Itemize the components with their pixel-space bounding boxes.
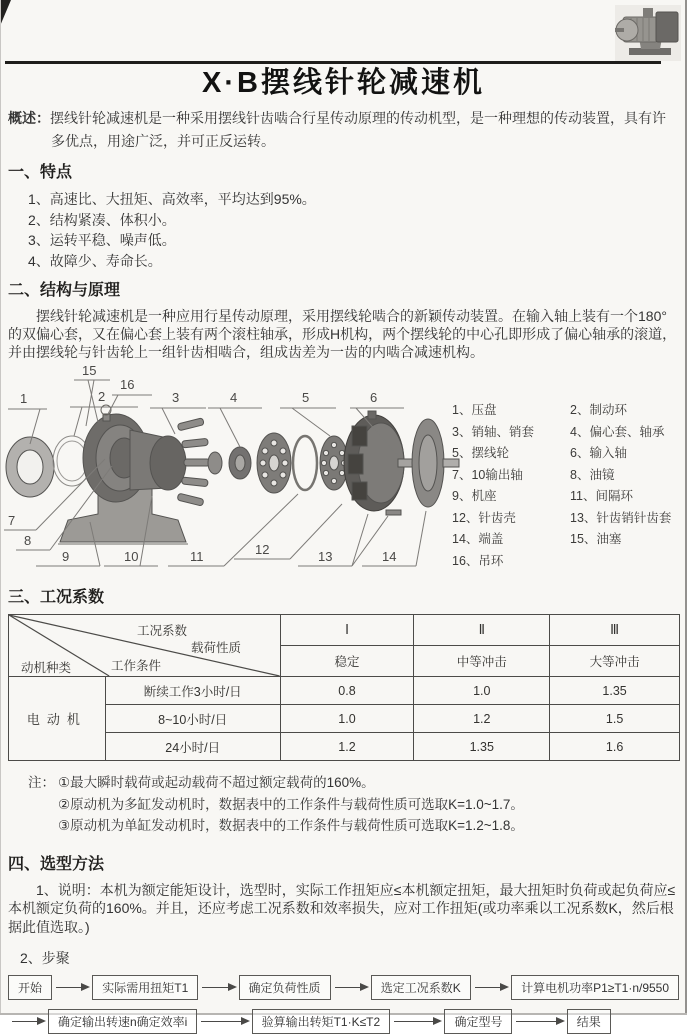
diagram-callout: 12 — [255, 542, 270, 557]
flow-box-output-speed: 确定输出转速n确定效率i — [48, 1009, 197, 1034]
parts-item: 11、间隔环 — [570, 489, 633, 503]
diagram-callout: 8 — [24, 533, 32, 548]
col-subheader: 稳定 — [280, 646, 414, 677]
row-group-motor: 电动机 — [9, 677, 106, 761]
diagram-callout: 14 — [382, 549, 397, 564]
parts-item: 6、输入轴 — [570, 446, 627, 460]
structure-paragraph: 摆线针轮减速机是一种应用行星传动原理，采用摆线轮啮合的新颖传动装置。在输入轴上装有一个180°的双偏心套，又在偏心套上装有两个滚柱轴承，形成H机构，两个摆线轮的中心孔即形成了偏心轴承的滚道，并由摆线轮与针齿轮上一组针齿相啮合，组成齿差为一齿的内啮合减速机构。 — [8, 308, 677, 360]
corner-label-work: 工作条件 — [111, 659, 162, 673]
selection-paragraph: 1、说明：本机为额定能矩设计，选型时，实际工作扭矩应≤本机额定扭矩，最大扭矩时负荷或起负荷应≤本机额定负荷的160%。并且，还应考虑工况系数和效率损失，应对工作扭矩(或功率乘以工况系数K，然后根据此值选取。) — [8, 881, 676, 935]
parts-item: 2、制动环 — [570, 403, 627, 417]
condition-cell: 断续工作3小时/日 — [105, 677, 280, 705]
flowchart-row-1 — [8, 975, 679, 1000]
notes-label: 注： — [28, 775, 55, 790]
diagram-callout: 7 — [8, 513, 16, 528]
parts-item: 16、吊环 — [452, 553, 504, 568]
flow-arrow-icon — [201, 1021, 247, 1022]
flow-box-torque: 实际需用扭矩T1 — [92, 975, 198, 1000]
diagram-callout: 5 — [302, 390, 310, 405]
parts-item: 12、针齿壳 — [452, 510, 516, 525]
parts-list — [452, 400, 692, 572]
feature-item: 4、故障少、寿命长。 — [28, 252, 162, 269]
value-cell: 1.0 — [280, 705, 414, 733]
col-header: Ⅲ — [550, 615, 680, 646]
table-row — [9, 677, 680, 705]
flow-box-model: 确定型号 — [444, 1009, 512, 1034]
flow-box-check-torque: 验算输出转矩T1·K≤T2 — [252, 1009, 391, 1034]
flow-arrow-icon — [516, 1021, 562, 1022]
value-cell: 1.35 — [550, 677, 680, 705]
flow-box-motor-power: 计算电机功率P1≥T1·n/9550 — [511, 975, 679, 1000]
overview-text: 摆线针轮减速机是一种采用摆线针齿啮合行星传动原理的传动机型，是一种理想的传动装置，具有许多优点，用途广泛，并可正反运转。 — [50, 110, 666, 149]
col-header: Ⅱ — [414, 615, 550, 646]
diagram-callout: 6 — [370, 390, 378, 405]
note-line: ②原动机为多缸发动机时，数据表中的工作条件与载荷性质可选取K=1.0~1.7。 — [58, 796, 524, 812]
parts-item — [570, 551, 692, 573]
section-heading-selection: 四、选型方法 — [8, 855, 105, 873]
feature-item: 1、高速比、大扭矩、高效率，平均达到95%。 — [28, 191, 316, 207]
header-rule — [5, 61, 661, 64]
parts-item: 4、偏心套、轴承 — [570, 424, 665, 439]
overview-paragraph — [8, 107, 679, 153]
note-line: ①最大瞬时载荷或起动载荷不超过额定载荷的160%。 — [58, 775, 375, 790]
diagram-callout: 13 — [318, 549, 333, 564]
diagram-callout: 15 — [82, 363, 97, 378]
steps-label: 2、步聚 — [20, 950, 70, 966]
flow-arrow-icon — [12, 1021, 44, 1022]
value-cell: 1.6 — [550, 733, 680, 761]
parts-item: 13、针齿销针齿套 — [570, 510, 672, 525]
table-corner-cell — [9, 615, 281, 677]
flow-arrow-icon — [335, 987, 367, 988]
section-heading-coefficients: 三、工况系数 — [8, 589, 105, 606]
parts-item: 15、油塞 — [570, 532, 622, 546]
note-line: ③原动机为单缸发动机时，数据表中的工作条件与载荷性质可选取K=1.2~1.8。 — [58, 818, 524, 833]
scan-corner-mark — [0, 0, 11, 26]
parts-item: 8、油镜 — [570, 467, 615, 482]
value-cell: 1.2 — [280, 733, 414, 761]
col-header: Ⅰ — [280, 615, 414, 646]
parts-item: 9、机座 — [452, 489, 497, 503]
page-title: X·B摆线针轮减速机 — [202, 67, 485, 99]
overview-label: 概述： — [8, 110, 50, 126]
feature-list — [28, 189, 679, 271]
table-notes — [28, 772, 679, 837]
diagram-callout: 10 — [124, 549, 139, 564]
condition-cell: 8~10小时/日 — [105, 705, 280, 733]
diagram-callout: 11 — [190, 549, 204, 564]
notes-body — [58, 772, 524, 837]
value-cell: 1.5 — [550, 705, 680, 733]
section-heading-structure: 二、结构与原理 — [8, 282, 121, 299]
diagram-callout: 2 — [98, 389, 106, 404]
diagram-callout: 9 — [62, 549, 70, 564]
corner-label-machine: 动机种类 — [21, 661, 72, 675]
exploded-view-diagram — [0, 364, 687, 578]
flow-arrow-icon — [202, 987, 234, 988]
diagram-callout: 4 — [230, 390, 238, 405]
diagram-callout: 1 — [20, 391, 28, 406]
flow-box-coefficient-k: 选定工况系数K — [371, 975, 471, 1000]
parts-item: 5、摆线轮 — [452, 446, 509, 460]
diagram-callout: 16 — [120, 377, 135, 392]
parts-item: 1、压盘 — [452, 403, 497, 417]
corner-label-coefficient: 工况系数 — [137, 624, 188, 638]
flow-arrow-icon — [394, 1021, 440, 1022]
col-subheader: 大等冲击 — [550, 646, 680, 677]
flow-box-start: 开始 — [8, 975, 52, 1000]
table-row — [9, 705, 680, 733]
corner-label-load: 载荷性质 — [191, 641, 242, 655]
flowchart-row-2 — [8, 1009, 679, 1034]
flow-arrow-icon — [56, 987, 88, 988]
value-cell: 1.0 — [414, 677, 550, 705]
flow-arrow-icon — [475, 987, 507, 988]
condition-cell: 24小时/日 — [105, 733, 280, 761]
flow-box-end: 结果 — [567, 1009, 611, 1034]
table-row — [9, 733, 680, 761]
value-cell: 0.8 — [280, 677, 414, 705]
feature-item: 2、结构紧凑、体积小。 — [28, 211, 176, 228]
parts-item: 3、销轴、销套 — [452, 424, 534, 439]
value-cell: 1.35 — [414, 733, 550, 761]
value-cell: 1.2 — [414, 705, 550, 733]
flow-box-load-nature: 确定负荷性质 — [239, 975, 331, 1000]
col-subheader: 中等冲击 — [414, 646, 550, 677]
diagram-callout: 3 — [172, 390, 180, 405]
feature-item: 3、运转平稳、噪声低。 — [28, 232, 176, 248]
reducer-photo — [615, 5, 681, 61]
parts-item: 7、10输出轴 — [452, 467, 523, 482]
parts-item: 14、端盖 — [452, 532, 504, 546]
section-heading-features: 一、特点 — [8, 164, 73, 181]
coefficients-table — [8, 614, 680, 761]
page-content — [8, 66, 679, 1034]
